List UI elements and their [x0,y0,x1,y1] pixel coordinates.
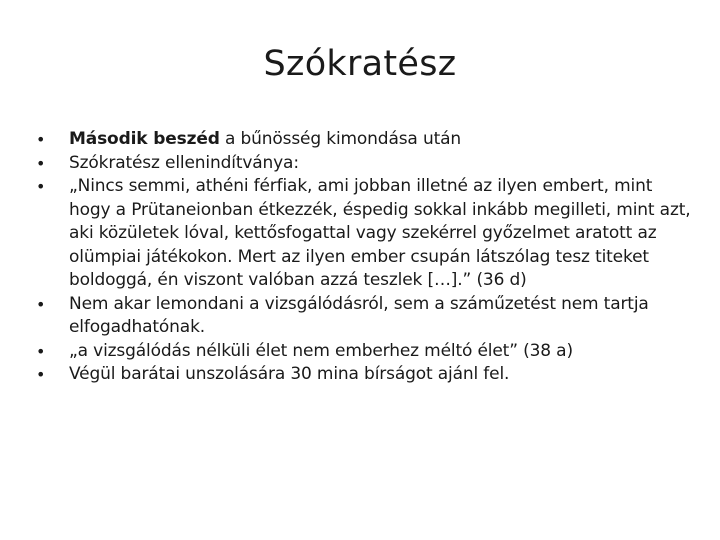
bullet-item [36,175,696,293]
slide-title: Szókratész [263,44,457,84]
bullet-text: a bűnösség kimondása után [219,129,461,149]
bullet-text: Végül barátai unszolására 30 mina bírságot ajánl fel. [69,364,510,384]
bullet-bold-text: Második beszéd [69,129,220,149]
bullet-dot-icon: • [36,153,46,173]
bullet-item [36,293,696,340]
bullet-dot-icon: • [36,294,46,314]
bullet-dot-icon: • [36,365,46,384]
bullet-text: „a vizsgálódás nélküli élet nem emberhez méltó élet” (38 a) [69,340,573,361]
bullet-text: „Nincs semmi, athéni férfiak, ami jobban illetné az ilyen embert, mint hogy a Prütaneionban étkezzék, éspedig sokkal inkább megilleti, mint azt, aki közületek lóval, kettősfogattal vagy szekérrel győzelmet aratott az olümpiai játékokon. Mert az ilyen ember csupán látszólag tesz titeket boldoggá, én viszont valóban azzá teszlek […].” (36 d) [69,176,691,290]
bullet-list [36,128,696,387]
bullet-item [36,128,696,152]
bullet-dot-icon: • [36,130,46,149]
bullet-text: Nem akar lemondani a vizsgálódásról, sem a száműzetést nem tartja elfogadhatónak. [69,293,649,337]
bullet-dot-icon: • [36,177,46,196]
bullet-item [36,340,696,364]
bullet-item [36,363,696,387]
bullet-text: Szókratész ellenindítványa: [69,152,299,173]
bullet-dot-icon: • [36,341,46,361]
bullet-item [36,152,696,176]
